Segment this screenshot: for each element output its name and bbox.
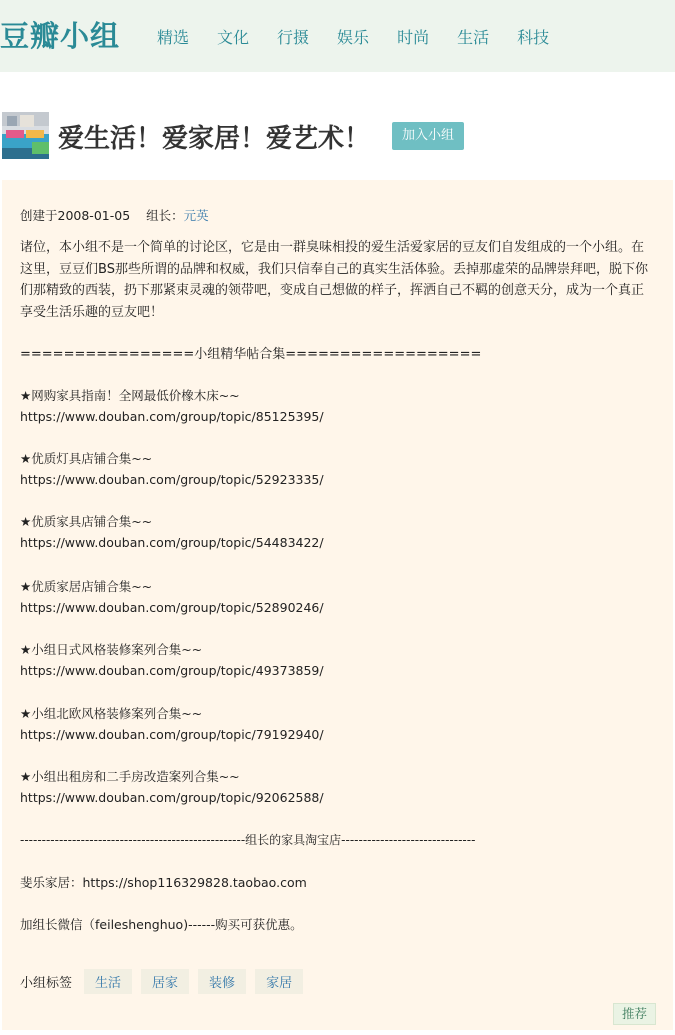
link-title: ★小组北欧风格装修案列合集~~ xyxy=(20,706,203,721)
group-avatar[interactable] xyxy=(2,112,49,159)
nav-item-culture[interactable]: 文化 xyxy=(217,28,250,47)
link-title: ★小组出租房和二手房改造案列合集~~ xyxy=(20,769,240,784)
topic-link[interactable]: https://www.douban.com/group/topic/52923335/ xyxy=(20,472,324,487)
link-title: ★网购家具指南！全网最低价橡木床~~ xyxy=(20,388,240,403)
join-group-button[interactable]: 加入小组 xyxy=(392,122,464,150)
group-tags xyxy=(20,969,312,994)
tag-decoration[interactable]: 装修 xyxy=(198,969,246,994)
collection-title: ================小组精华帖合集================== xyxy=(20,347,482,362)
topic-link[interactable]: https://www.douban.com/group/topic/85125395/ xyxy=(20,409,324,424)
nav-item-entertainment[interactable]: 娱乐 xyxy=(337,28,370,47)
tag-home-living[interactable]: 居家 xyxy=(141,969,189,994)
shop-divider: ----------------------------------------------------组长的家具淘宝店------------------------------- xyxy=(20,833,476,847)
list-item xyxy=(20,639,324,681)
list-item xyxy=(20,766,324,808)
category-nav xyxy=(157,25,577,48)
topic-link[interactable]: https://www.douban.com/group/topic/54483422/ xyxy=(20,535,324,550)
group-meta xyxy=(20,206,209,224)
tags-label: 小组标签 xyxy=(20,976,73,991)
list-item xyxy=(20,576,324,618)
nav-item-featured[interactable]: 精选 xyxy=(157,28,190,47)
link-title: ★小组日式风格装修案列合集~~ xyxy=(20,642,203,657)
nav-item-fashion[interactable]: 时尚 xyxy=(397,28,430,47)
douban-group-logo[interactable]: 豆瓣小组 xyxy=(0,19,121,53)
link-title: ★优质灯具店铺合集~~ xyxy=(20,451,153,466)
group-info-panel xyxy=(2,180,673,1030)
group-title: 爱生活！爱家居！爱艺术！ xyxy=(58,124,371,154)
link-title: ★优质家具店铺合集~~ xyxy=(20,514,153,529)
topic-link[interactable]: https://www.douban.com/group/topic/79192940/ xyxy=(20,727,324,742)
list-item xyxy=(20,703,324,745)
wechat-info: 加组长微信（feileshenghuo)------购买可获优惠。 xyxy=(20,917,303,932)
tag-life[interactable]: 生活 xyxy=(84,969,132,994)
list-item xyxy=(20,385,324,427)
leader-name-link[interactable]: 元英 xyxy=(183,208,209,223)
nav-item-tech[interactable]: 科技 xyxy=(517,28,550,47)
top-navigation-bar xyxy=(0,0,675,72)
shop-link[interactable]: 斐乐家居：https://shop116329828.taobao.com xyxy=(20,875,307,890)
nav-item-life[interactable]: 生活 xyxy=(457,28,490,47)
recommend-button[interactable]: 推荐 xyxy=(613,1003,656,1025)
list-item xyxy=(20,511,324,553)
leader-label: 组长： xyxy=(146,208,184,223)
nav-item-travel[interactable]: 行摄 xyxy=(277,28,310,47)
topic-link[interactable]: https://www.douban.com/group/topic/49373859/ xyxy=(20,663,324,678)
list-item xyxy=(20,448,324,490)
topic-link[interactable]: https://www.douban.com/group/topic/92062588/ xyxy=(20,790,324,805)
tag-home[interactable]: 家居 xyxy=(255,969,303,994)
topic-link[interactable]: https://www.douban.com/group/topic/52890246/ xyxy=(20,600,324,615)
group-avatar-image-icon xyxy=(2,112,49,159)
link-title: ★优质家居店铺合集~~ xyxy=(20,579,153,594)
created-date: 创建于2008-01-05 xyxy=(20,208,131,223)
group-intro: 诸位，本小组不是一个简单的讨论区，它是由一群臭味相投的爱生活爱家居的豆友们自发组成的一个小组。在这里，豆豆们BS那些所谓的品牌和权威，我们只信奉自己的真实生活体验。丢掉那虚荣的品牌崇拜吧，脱下你们那精致的西装，扔下那紧束灵魂的领带吧，变成自己想做的样子，挥洒自己不羁的创意天分，成为一个真正享受生活乐趣的豆友吧！ xyxy=(20,240,648,320)
group-header xyxy=(0,110,675,165)
